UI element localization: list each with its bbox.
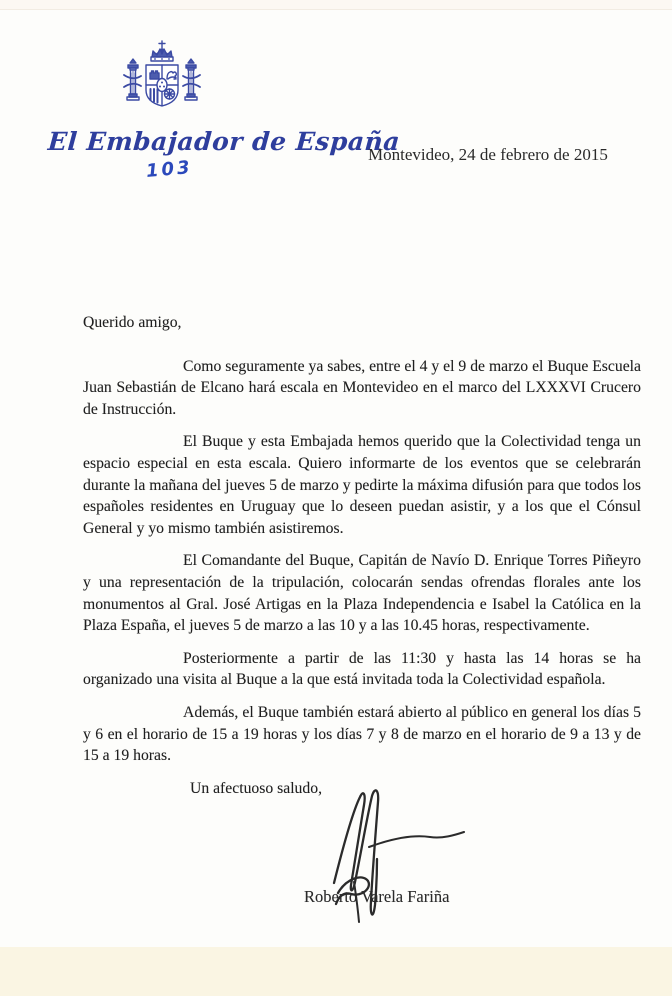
paragraph: Como seguramente ya sabes, entre el 4 y el 9 de marzo el Buque Escuela Juan Sebastián de Elcano hará escala en Montevideo en el marco del LXXXVI Crucero de Instrucción. xyxy=(83,357,641,418)
scan-edge-bottom xyxy=(0,947,672,996)
salutation: Querido amigo, xyxy=(83,314,182,331)
paragraph: Además, el Buque también estará abierto al público en general los días 5 y 6 en el horario de 15 a 19 horas y los días 7 y 8 de marzo en el horario de 9 a 13 y de 15 a 19 horas. xyxy=(83,703,641,765)
signature-icon xyxy=(318,783,478,933)
closing: Un afectuoso saludo, xyxy=(190,779,323,797)
scan-edge-top xyxy=(0,0,672,10)
paragraph: El Buque y esta Embajada hemos querido que la Colectividad tenga un espacio especial en esta escala. Quiero informarte de los eventos que se celebrarán durante la mañana del jueves 5 de marzo y pedirte la máxima difusión para que todos los españoles residentes en Uruguay que lo deseen puedan asistir, y a los que el Cónsul General y yo mismo también asistiremos. xyxy=(83,433,641,537)
spain-coat-of-arms-icon xyxy=(121,39,203,132)
letter-body xyxy=(83,312,641,799)
dateline: Montevideo, 24 de febrero de 2015 xyxy=(368,145,608,164)
signer-name: Roberto Varela Fariña xyxy=(304,887,450,906)
paragraph: Posteriormente a partir de las 11:30 y hasta las 14 horas se ha organizado una visita al Buque a la que está invitada toda la Colectividad española. xyxy=(83,649,641,689)
ambassador-script-title: El Embajador de España xyxy=(46,127,402,156)
handwritten-reference-number: 103 xyxy=(145,157,194,182)
paragraph: El Comandante del Buque, Capitán de Navío D. Enrique Torres Piñeyro y una representación de la tripulación, colocarán sendas ofrendas florales ante los monumentos al Gral. José Artigas en la Plaza Independencia e Isabel la Católica en la Plaza España, el jueves 5 de marzo a las 10 y a las 10.45 horas, respectivamente. xyxy=(83,552,641,635)
